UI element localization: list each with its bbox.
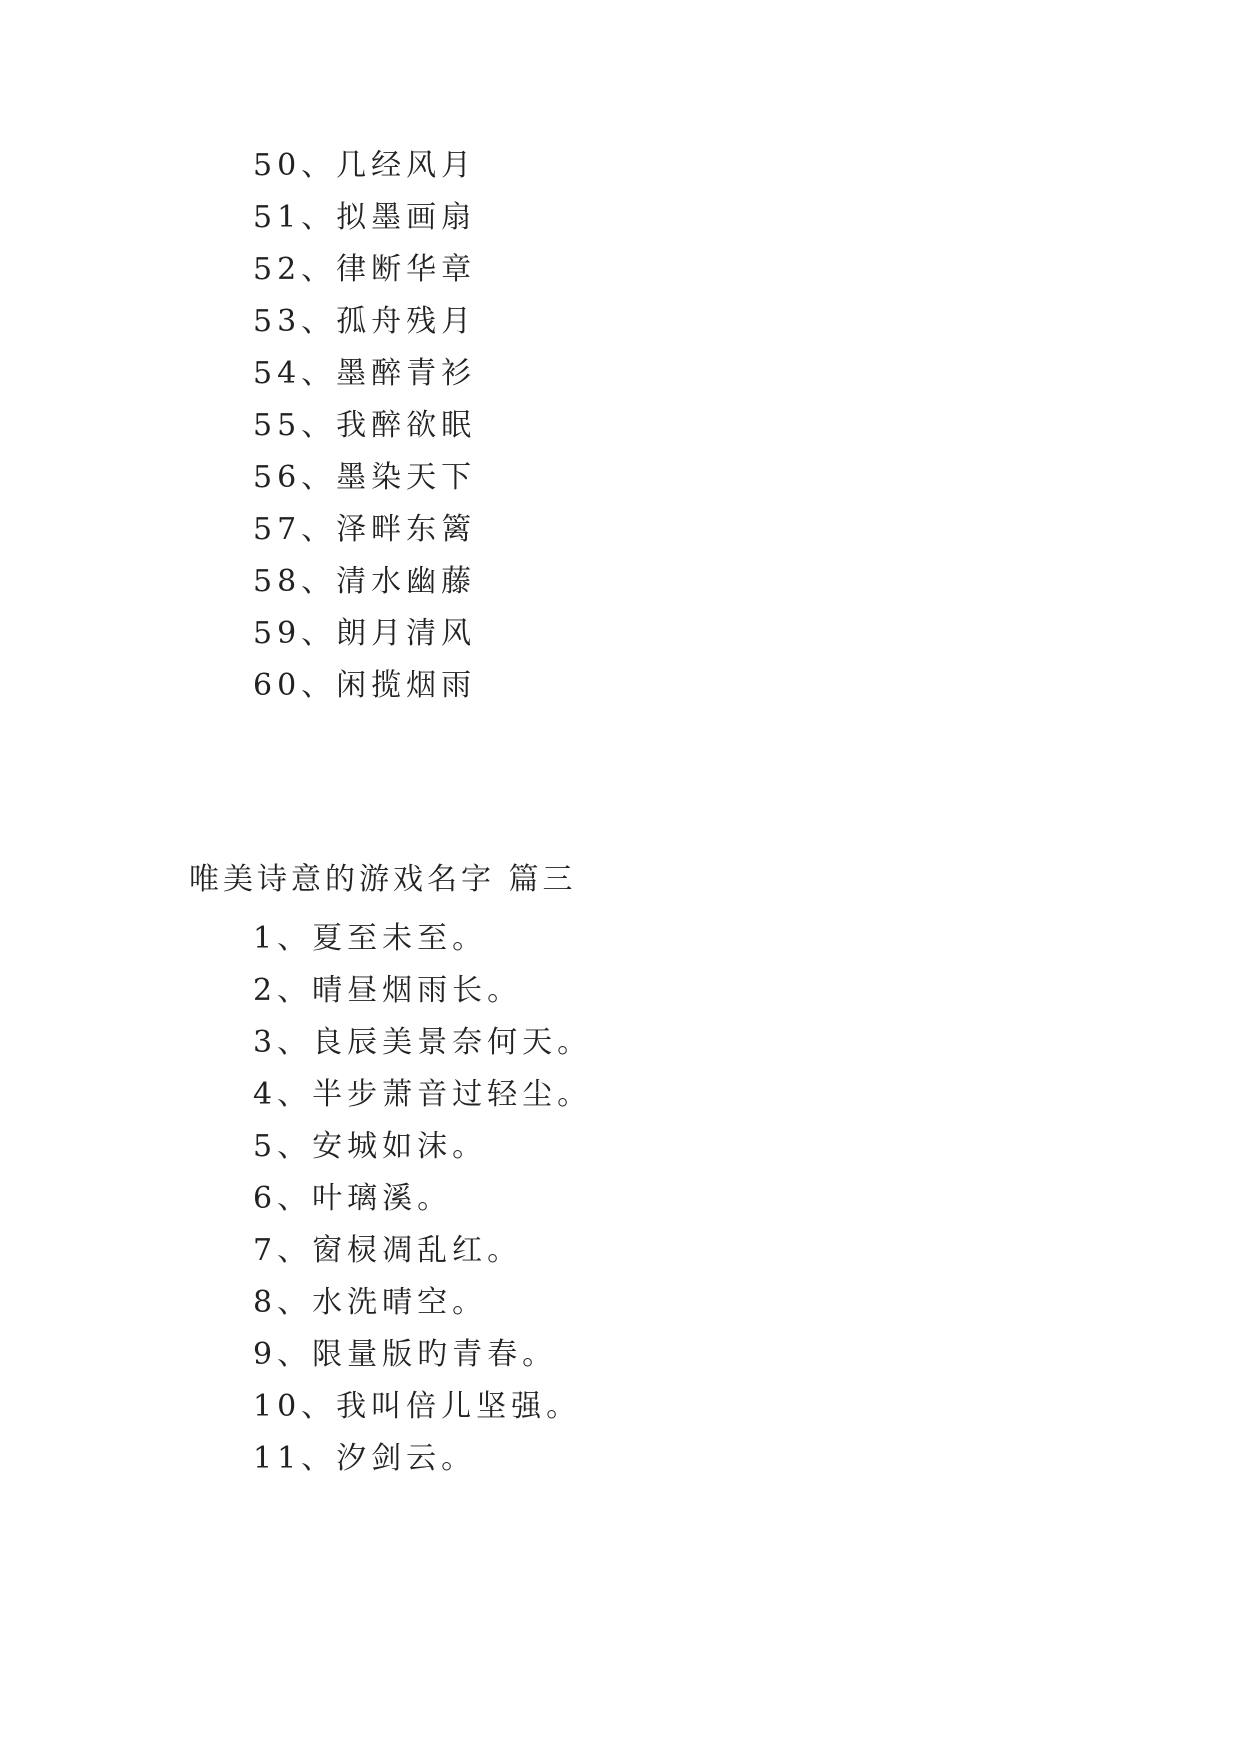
list-item: 60、闲揽烟雨 (253, 668, 477, 703)
list-item: 51、拟墨画扇 (253, 200, 477, 235)
list-item: 55、我醉欲眠 (253, 408, 477, 443)
names-list-part-two (0, 144, 1241, 716)
list-item: 59、朗月清风 (253, 616, 477, 651)
list-item: 6、叶璃溪。 (253, 1181, 453, 1216)
section-heading: 唯美诗意的游戏名字 篇三 (189, 862, 577, 897)
list-item: 10、我叫倍儿坚强。 (253, 1389, 582, 1424)
list-item: 5、安城如沫。 (253, 1129, 488, 1164)
list-item: 52、律断华章 (253, 252, 477, 287)
list-item: 1、夏至未至。 (253, 921, 488, 956)
list-item: 11、汐剑云。 (253, 1441, 477, 1476)
list-item: 2、晴昼烟雨长。 (253, 973, 523, 1008)
list-item: 50、几经风月 (253, 148, 477, 183)
list-item: 58、清水幽藤 (253, 564, 477, 599)
list-item: 53、孤舟残月 (253, 304, 477, 339)
list-item: 4、半步萧音过轻尘。 (253, 1077, 593, 1112)
list-item: 7、窗棂凋乱红。 (253, 1233, 523, 1268)
list-item: 9、限量版旳青春。 (253, 1337, 558, 1372)
list-item: 3、良辰美景奈何天。 (253, 1025, 593, 1060)
list-item: 57、泽畔东篱 (253, 512, 477, 547)
list-item: 54、墨醉青衫 (253, 356, 477, 391)
names-list-part-three (0, 917, 1241, 1489)
list-item: 8、水洗晴空。 (253, 1285, 488, 1320)
list-item: 56、墨染天下 (253, 460, 477, 495)
